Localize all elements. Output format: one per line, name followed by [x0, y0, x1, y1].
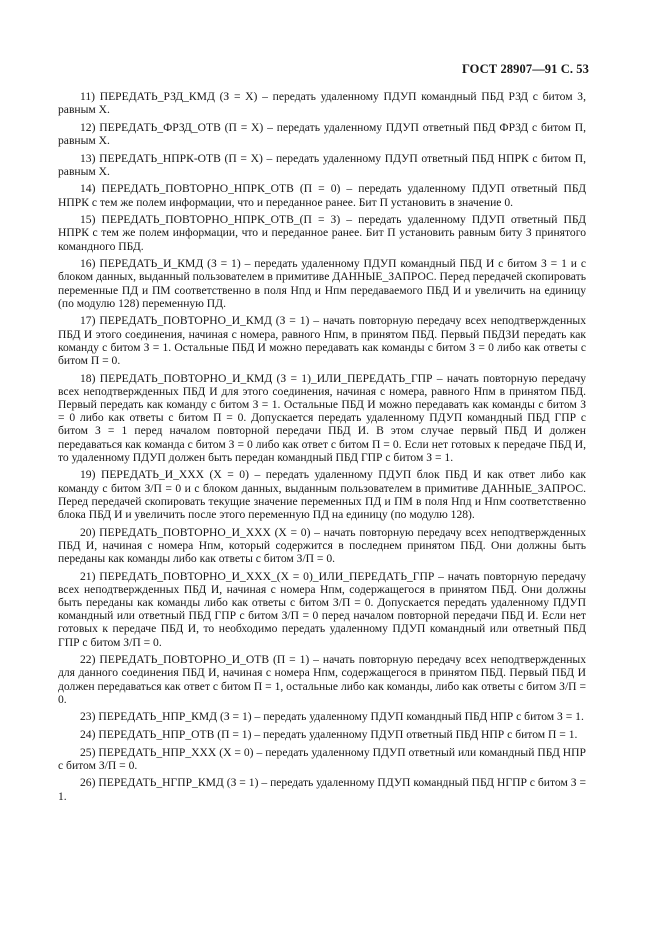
list-item: 16) ПЕРЕДАТЬ_И_КМД (З = 1) – передать удаленному ПДУП командный ПБД И с битом З = 1 и с блоком данных, выданный пользователем в примитиве ДАННЫЕ_ЗАПРОС. Перед передачей скопировать переменные ПД и ПМ соответственно в поля Нпд и Нпм передаваемого ПБД И и увеличить на единицу (по модулю 128) переменную ПД. [58, 257, 586, 310]
page-header: ГОСТ 28907—91 С. 53 [461, 62, 589, 76]
list-item: 22) ПЕРЕДАТЬ_ПОВТОРНО_И_ОТВ (П = 1) – начать повторную передачу всех неподтвержденных для данного соединения ПБД И, начиная с номера Нпм, содержащегося в принятом ПБД. Первый ПБД И должен передаваться как ответ с битом П = 1, остальные либо как команды, либо как ответы с битом З/П = 0. [58, 653, 586, 706]
list-item: 25) ПЕРЕДАТЬ_НПР_XXX (X = 0) – передать удаленному ПДУП ответный или командный ПБД НПР с битом З/П = 0. [58, 745, 586, 772]
list-item: 17) ПЕРЕДАТЬ_ПОВТОРНО_И_КМД (З = 1) – начать повторную передачу всех неподтвержденных ПБД И этого соединения, начиная с номера, равного Нпм, в принятом ПБД. Первый ПБДЗИ передать как команду с битом З = 1. Остальные ПБД И можно передавать как команды с битом З = 0 либо как ответы с битом П = 0. [58, 314, 586, 367]
list-item: 13) ПЕРЕДАТЬ_НПРК-ОТВ (П = X) – передать удаленному ПДУП ответный ПБД НПРК с битом П, равным X. [58, 151, 586, 178]
list-item: 21) ПЕРЕДАТЬ_ПОВТОРНО_И_XXX_(X = 0)_ИЛИ_ПЕРЕДАТЬ_ГПР – начать повторную передачу всех неподтвержденных ПБД И, начиная с номера Нпм, содержащегося в принятом ПБД. Они должны быть переданы как команды либо как ответы с битом З/П = 0. Допускается передать удаленному ПДУП командный или ответный ПБД ГПР с битом З/П = 0 перед началом повторной передачи ПБД И. Если нет готовых к передаче ПБД И, то необходимо передать удаленному ПДУП командный или ответный ПБД ГПР с битом З/П = 0. [58, 569, 586, 649]
list-item: 24) ПЕРЕДАТЬ_НПР_ОТВ (П = 1) – передать удаленному ПДУП ответный ПБД НПР с битом П = 1. [80, 728, 578, 742]
list-item: 12) ПЕРЕДАТЬ_ФРЗД_ОТВ (П = X) – передать удаленному ПДУП ответный ПБД ФРЗД с битом П, равным X. [58, 120, 586, 147]
list-item: 19) ПЕРЕДАТЬ_И_XXX (X = 0) – передать удаленному ПДУП блок ПБД И как ответ либо как команду с битом З/П = 0 и с блоком данных, выданным пользователем в примитиве ДАННЫЕ_ЗАПРОС. Перед передачей скопировать текущие значение переменных ПД и ПМ в поля Нпд и Нпм соответственно блока ПБД И и увеличить после этого переменную ПД на единицу (по модулю 128). [58, 468, 586, 522]
list-item: 11) ПЕРЕДАТЬ_РЗД_КМД (З = X) – передать удаленному ПДУП командный ПБД РЗД с битом З, равным X. [58, 90, 586, 117]
list-item: 18) ПЕРЕДАТЬ_ПОВТОРНО_И_КМД (З = 1)_ИЛИ_ПЕРЕДАТЬ_ГПР – начать повторную передачу всех неподтвержденных ПБД И для этого соединения, начиная с номера, равного Нпм в принятом ПБД. Первый передать как команду с битом З = 1. Остальные ПБД И можно передавать как команды с битом З = 0 либо как ответы с битом П = 0. Допускается передать удаленному ПДУП командный ПБД ГПР с битом З = 1 перед началом повторной передачи ПБД И. В этом случае первый ПБД И должен передаваться как команда с битом З = 0 либо как ответ с битом П = 0. Если нет готовых к передаче ПБД И, то удаленному ПДУП должен быть передан командный ПБД ГПР с битом З = 1. [58, 371, 586, 464]
action-list [58, 90, 586, 807]
list-item: 26) ПЕРЕДАТЬ_НГПР_КМД (З = 1) – передать удаленному ПДУП командный ПБД НГПР с битом З = 1. [58, 776, 586, 803]
list-item: 15) ПЕРЕДАТЬ_ПОВТОРНО_НПРК_ОТВ_(П = З) – передать удаленному ПДУП ответный ПБД НПРК с тем же полем информации, что и переданное ранее. Бит П установить равным биту З принятого командного ПБД. [58, 213, 586, 253]
list-item: 23) ПЕРЕДАТЬ_НПР_КМД (З = 1) – передать удаленному ПДУП командный ПБД НПР с битом З = 1. [80, 710, 584, 724]
list-item: 20) ПЕРЕДАТЬ_ПОВТОРНО_И_XXX (X = 0) – начать повторную передачу всех неподтвержденных ПБД И, начиная с номера Нпм, который содержится в последнем принятом ПБД. Они должны быть переданы как команды либо как ответы с битом З/П = 0. [58, 525, 586, 566]
list-item: 14) ПЕРЕДАТЬ_ПОВТОРНО_НПРК_ОТВ (П = 0) – передать удаленному ПДУП ответный ПБД НПРК с тем же полем информации, что и переданное ранее. Бит П установить в значение 0. [58, 182, 586, 209]
